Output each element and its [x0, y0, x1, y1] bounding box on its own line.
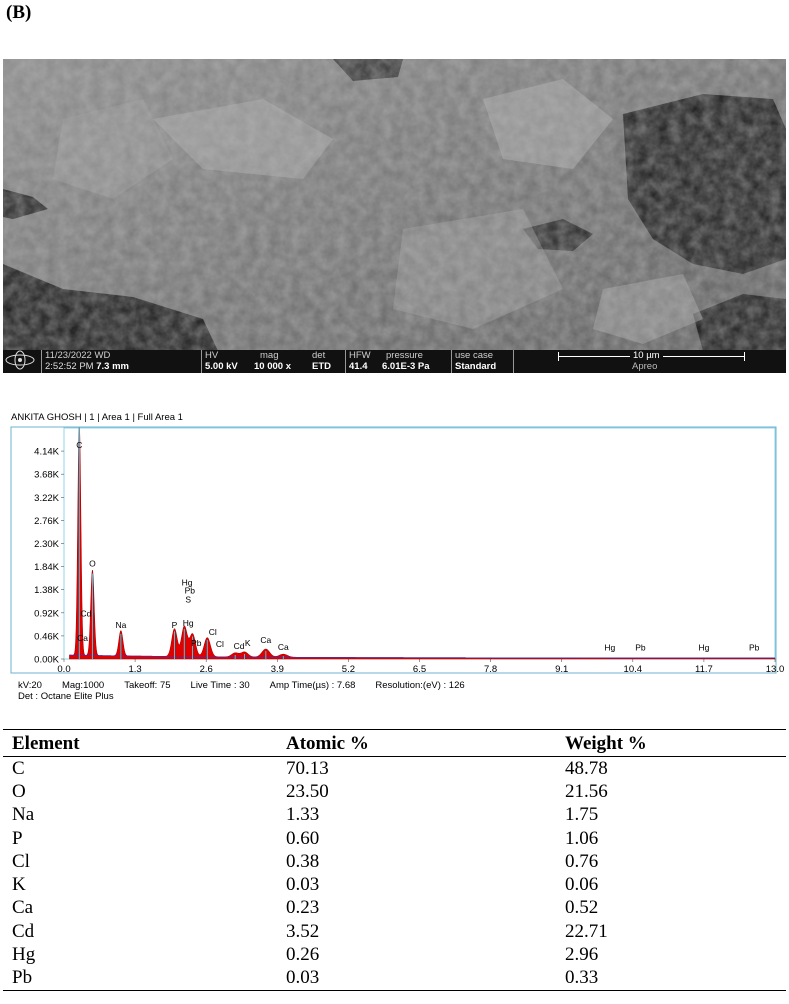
- weight-cell: 21.56: [565, 780, 608, 802]
- instrument-name: Apreo: [632, 361, 658, 372]
- chart-frame: [11, 427, 776, 673]
- weight-cell: 0.33: [556, 967, 786, 991]
- element-cell: Cd: [12, 920, 35, 942]
- pressure-cell: [379, 350, 451, 373]
- element-cell: Cl: [12, 850, 30, 872]
- hfw-value: 41.4 µm: [349, 361, 368, 383]
- hv-cell: [201, 350, 251, 373]
- table-row: [3, 804, 786, 827]
- eds-title: ANKITA GHOSH | 1 | Area 1 | Full Area 1: [11, 412, 183, 423]
- header-element: Element: [3, 730, 277, 757]
- peak-label: Hg: [182, 617, 194, 628]
- mag-label: mag: [260, 350, 279, 361]
- usecase-label: use case: [455, 350, 494, 361]
- peak-label: P: [171, 619, 178, 630]
- y-tick-label: 1.38K: [34, 585, 59, 597]
- weight-cell: 0.06: [565, 874, 599, 896]
- table-row: [3, 873, 786, 896]
- peak-label: Cd: [233, 640, 245, 651]
- det-value: ETD: [312, 361, 331, 372]
- element-cell: Pb: [3, 967, 277, 991]
- scale-bar-end: [744, 352, 745, 361]
- param-resolution: Resolution:(eV) : 126: [375, 680, 465, 691]
- sem-time: 2:52:52 PM: [45, 361, 94, 372]
- x-tick-label: 3.9: [270, 664, 284, 675]
- scale-label: 10 µm: [630, 350, 663, 361]
- eds-acquisition-params: [18, 680, 485, 691]
- peak-label: Na: [115, 619, 127, 630]
- x-tick-label: 10.4: [623, 664, 643, 675]
- param-livetime: Live Time : 30: [190, 680, 250, 691]
- peak-label: Pb: [191, 637, 202, 648]
- sem-info-bar: [3, 350, 786, 383]
- weight-cell: 2.96: [565, 944, 599, 966]
- element-cell: O: [12, 780, 26, 802]
- table-row: [3, 850, 786, 873]
- param-amptime: Amp Time(µs) : 7.68: [269, 680, 356, 691]
- y-tick-label: 0.92K: [34, 608, 59, 620]
- table-row: [3, 827, 786, 850]
- peak-label: C: [76, 440, 83, 451]
- pressure-value: 6.01E-3 Pa: [382, 361, 430, 372]
- param-kv: kV:20: [18, 680, 42, 691]
- scale-bar-cell: [513, 350, 786, 373]
- atomic-cell: 0.60: [286, 827, 320, 849]
- composition-table: [3, 729, 786, 991]
- date-time-cell: [41, 350, 145, 373]
- peak-label: Hg: [181, 577, 193, 588]
- param-mag: Mag:1000: [61, 680, 105, 691]
- atomic-cell: 1.33: [286, 804, 320, 826]
- atomic-cell: 23.50: [286, 780, 329, 802]
- element-cell: Na: [12, 804, 35, 826]
- det-cell: [309, 350, 345, 373]
- hfw-cell: [345, 350, 379, 383]
- hv-value: 5.00 kV: [205, 361, 238, 372]
- weight-cell: 48.78: [565, 757, 608, 779]
- x-tick-label: 11.7: [695, 664, 713, 675]
- table-row: [3, 897, 786, 920]
- sem-date: 11/23/2022: [45, 350, 92, 361]
- peak-label: Pb: [749, 642, 760, 653]
- peak-label: Cd: [80, 608, 92, 619]
- peak-label: O: [89, 558, 96, 569]
- usecase-cell: [451, 350, 513, 373]
- y-tick-label: 2.30K: [34, 539, 59, 550]
- scale-bar-start: [558, 352, 559, 361]
- hfw-label: HFW: [349, 350, 371, 361]
- weight-cell: 1.75: [565, 804, 599, 826]
- wd-label: WD: [94, 350, 111, 361]
- table-row: [3, 920, 786, 943]
- weight-cell: 0.76: [565, 850, 599, 872]
- eds-spectrum: [0, 424, 789, 680]
- y-tick-label: 3.68K: [34, 469, 59, 481]
- x-tick-label: 0.0: [57, 664, 71, 675]
- atomic-cell: 0.26: [286, 944, 320, 966]
- y-tick-label: 0.00K: [34, 654, 59, 666]
- peak-label: Ca: [277, 641, 289, 652]
- table-body: [3, 757, 786, 991]
- peak-label: Pb: [184, 585, 195, 596]
- mag-cell: [251, 350, 309, 373]
- x-tick-label: 7.8: [483, 664, 498, 675]
- sem-image: [3, 59, 786, 351]
- x-tick-label: 6.5: [412, 664, 427, 675]
- atomic-cell: 0.03: [286, 874, 320, 896]
- pressure-label: pressure: [386, 350, 423, 361]
- y-tick-label: 4.14K: [34, 446, 59, 458]
- peak-label: Ca: [77, 632, 89, 643]
- param-takeoff: Takeoff: 75: [124, 680, 171, 691]
- x-tick-label: 1.3: [128, 664, 142, 675]
- y-tick-label: 0.46K: [34, 631, 59, 643]
- x-tick-label: 2.6: [199, 664, 213, 675]
- wd-value: 7.3 mm: [96, 361, 129, 372]
- atomic-cell: 0.03: [277, 967, 556, 991]
- x-tick-label: 5.2: [341, 664, 356, 675]
- weight-cell: 0.52: [565, 897, 599, 919]
- element-cell: C: [12, 757, 25, 779]
- weight-cell: 1.06: [565, 827, 599, 849]
- atomic-cell: 0.23: [286, 897, 320, 919]
- table-row: [3, 967, 786, 991]
- mag-value: 10 000 x: [254, 361, 291, 372]
- peak-label: S: [185, 594, 191, 605]
- x-tick-label: 9.1: [555, 664, 569, 675]
- x-tick-label: 13.0: [765, 664, 785, 675]
- header-weight: Weight %: [556, 730, 786, 757]
- hv-label: HV: [205, 350, 219, 361]
- element-cell: K: [12, 874, 26, 896]
- eds-detector: Det : Octane Elite Plus: [18, 691, 114, 702]
- peak-label: Cl: [208, 626, 217, 637]
- element-cell: Hg: [12, 944, 36, 966]
- element-cell: Ca: [12, 897, 34, 919]
- header-atomic: Atomic %: [277, 730, 556, 757]
- peak-label: K: [244, 637, 251, 648]
- table-row: [3, 780, 786, 803]
- y-tick-label: 1.84K: [34, 562, 59, 574]
- sem-micrograph: [3, 59, 786, 383]
- table-row: [3, 943, 786, 966]
- usecase-value: Standard: [455, 361, 497, 372]
- peak-label: Ca: [260, 634, 272, 645]
- element-cell: P: [12, 827, 23, 849]
- fei-logo-icon: [3, 350, 41, 373]
- atomic-cell: 0.38: [286, 850, 320, 872]
- panel-label: (B): [6, 2, 32, 23]
- det-label: det: [312, 350, 326, 361]
- atomic-cell: 3.52: [286, 920, 320, 942]
- peak-label: Pb: [635, 642, 646, 653]
- y-tick-label: 3.22K: [34, 492, 59, 504]
- peak-label: Cl: [215, 638, 224, 649]
- y-tick-label: 2.76K: [34, 515, 59, 527]
- weight-cell: 22.71: [565, 920, 608, 942]
- peak-label: Hg: [698, 642, 710, 653]
- peak-label: Hg: [604, 642, 616, 653]
- table-row: [3, 757, 786, 781]
- atomic-cell: 70.13: [286, 757, 329, 779]
- table-header-row: [3, 730, 786, 757]
